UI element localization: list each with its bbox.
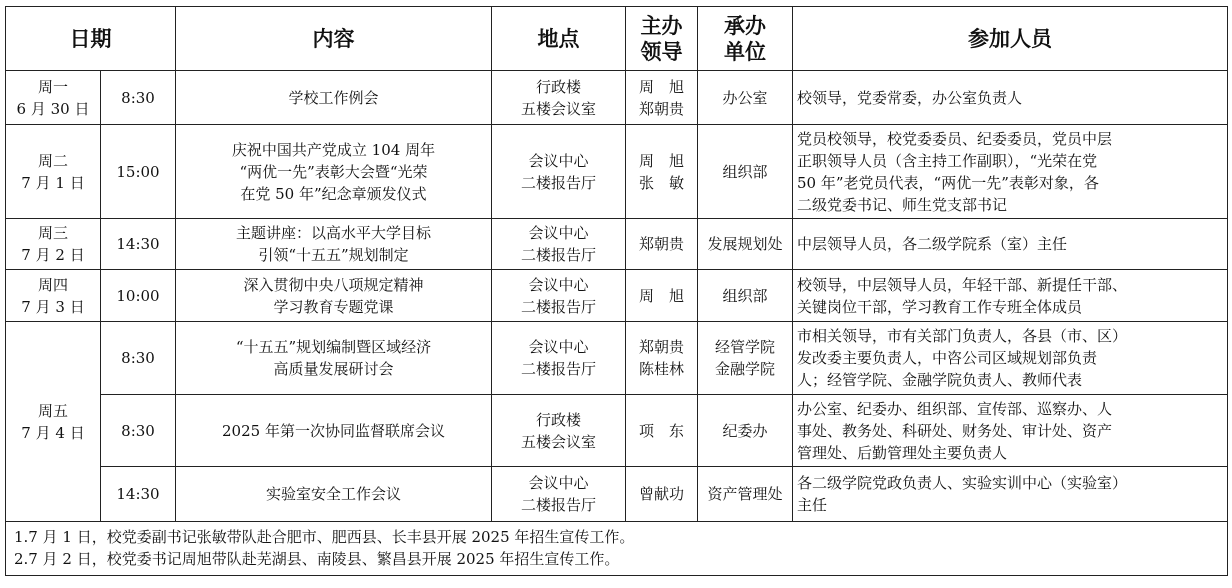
content-line: 学习教育专题党课 bbox=[273, 297, 394, 316]
leader-line: 陈桂林 bbox=[638, 360, 684, 378]
header-leader-line2: 领导 bbox=[640, 38, 683, 64]
time-label: 14:30 bbox=[116, 485, 160, 503]
header-content: 内容 bbox=[176, 7, 492, 71]
time-label: 14:30 bbox=[116, 235, 160, 253]
table-row bbox=[6, 270, 1228, 322]
location-line: 会议中心 bbox=[528, 224, 589, 242]
attendees-line: 事处、教务处、科研处、财务处、审计处、资产 bbox=[797, 421, 1113, 440]
header-leader-line1: 主办 bbox=[640, 12, 683, 38]
leader-cell bbox=[626, 219, 698, 270]
attendees-line: 人；经管学院、金融学院负责人、教师代表 bbox=[797, 371, 1083, 389]
date-label: 7 月 1 日 bbox=[21, 173, 85, 192]
location-line: 二楼报告厅 bbox=[520, 360, 596, 378]
unit-cell bbox=[698, 125, 793, 219]
location-cell bbox=[492, 467, 626, 522]
leader-line: 周 旭 bbox=[638, 286, 684, 305]
leader-line: 周 旭 bbox=[638, 151, 684, 170]
time-cell bbox=[101, 395, 176, 467]
location-cell bbox=[492, 219, 626, 270]
time-cell bbox=[101, 270, 176, 322]
unit-cell bbox=[698, 322, 793, 395]
table-row bbox=[6, 395, 1228, 467]
unit-cell bbox=[698, 71, 793, 125]
table-row bbox=[6, 467, 1228, 522]
weekday-label: 周四 bbox=[37, 275, 68, 294]
content-line: 高质量发展研讨会 bbox=[273, 360, 394, 378]
content-cell bbox=[176, 467, 492, 522]
date-label: 7 月 3 日 bbox=[21, 297, 85, 316]
location-line: 二楼报告厅 bbox=[520, 246, 596, 264]
schedule-table bbox=[5, 6, 1228, 576]
header-row bbox=[6, 7, 1228, 71]
content-line: “十五五”规划编制暨区域经济 bbox=[235, 338, 432, 356]
content-line: 2025 年第一次协同监督联席会议 bbox=[222, 421, 445, 440]
location-line: 会议中心 bbox=[528, 151, 589, 170]
attendees-line: 各二级学院党政负责人、实验实训中心（实验室） bbox=[797, 474, 1128, 492]
location-line: 会议中心 bbox=[528, 338, 589, 356]
table-row bbox=[6, 322, 1228, 395]
time-label: 10:00 bbox=[116, 286, 160, 305]
attendees-line: 中层领导人员，各二级学院系（室）主任 bbox=[797, 235, 1068, 253]
header-date: 日期 bbox=[6, 7, 176, 71]
attendees-line: 发改委主要负责人，中咨公司区域规划部负责 bbox=[797, 349, 1098, 367]
leader-line: 郑朝贵 bbox=[638, 235, 684, 253]
leader-cell bbox=[626, 71, 698, 125]
header-unit-line1: 承办 bbox=[724, 12, 766, 38]
unit-line: 金融学院 bbox=[714, 360, 775, 378]
time-cell bbox=[101, 71, 176, 125]
day-cell bbox=[6, 125, 101, 219]
location-line: 五楼会议室 bbox=[520, 432, 596, 451]
location-cell bbox=[492, 71, 626, 125]
time-label: 15:00 bbox=[116, 162, 160, 181]
location-cell bbox=[492, 395, 626, 467]
weekday-label: 周一 bbox=[37, 77, 68, 96]
time-cell bbox=[101, 219, 176, 270]
content-cell bbox=[176, 322, 492, 395]
attendees-cell bbox=[793, 322, 1228, 395]
table-row bbox=[6, 71, 1228, 125]
attendees-cell bbox=[793, 270, 1228, 322]
attendees-cell bbox=[793, 395, 1228, 467]
location-line: 五楼会议室 bbox=[520, 99, 596, 118]
leader-line: 张 敏 bbox=[638, 173, 684, 192]
unit-line: 资产管理处 bbox=[707, 485, 783, 503]
weekday-label: 周二 bbox=[37, 151, 68, 170]
time-cell bbox=[101, 322, 176, 395]
location-line: 会议中心 bbox=[528, 275, 589, 294]
leader-cell bbox=[626, 270, 698, 322]
attendees-cell bbox=[793, 125, 1228, 219]
content-cell bbox=[176, 71, 492, 125]
location-cell bbox=[492, 322, 626, 395]
attendees-line: 关键岗位干部，学习教育工作专班全体成员 bbox=[797, 297, 1083, 316]
unit-line: 发展规划处 bbox=[707, 235, 783, 253]
attendees-line: 校领导，党委常委，办公室负责人 bbox=[797, 88, 1023, 107]
content-line: 引领“十五五”规划制定 bbox=[258, 246, 409, 264]
attendees-line: 办公室、纪委办、组织部、宣传部、巡察办、人 bbox=[797, 399, 1113, 418]
leader-cell bbox=[626, 467, 698, 522]
leader-line: 周 旭 bbox=[638, 77, 684, 96]
content-line: 庆祝中国共产党成立 104 周年 bbox=[231, 140, 436, 159]
weekday-label: 周三 bbox=[37, 224, 68, 242]
content-line: 在党 50 年”纪念章颁发仪式 bbox=[240, 184, 427, 203]
leader-cell bbox=[626, 395, 698, 467]
unit-cell bbox=[698, 219, 793, 270]
table-row bbox=[6, 125, 1228, 219]
attendees-line: 二级党委书记、师生党支部书记 bbox=[797, 195, 1008, 214]
content-line: 实验室安全工作会议 bbox=[265, 485, 401, 503]
leader-cell bbox=[626, 125, 698, 219]
attendees-line: 主任 bbox=[797, 496, 828, 514]
attendees-cell bbox=[793, 467, 1228, 522]
content-cell bbox=[176, 270, 492, 322]
location-line: 行政楼 bbox=[535, 410, 581, 429]
header-leader bbox=[626, 7, 698, 71]
leader-cell bbox=[626, 322, 698, 395]
time-label: 8:30 bbox=[121, 421, 155, 440]
content-line: 主题讲座：以高水平大学目标 bbox=[235, 224, 431, 242]
header-location: 地点 bbox=[492, 7, 626, 71]
attendees-line: 50 年”老党员代表，“两优一先”表彰对象，各 bbox=[797, 173, 1099, 192]
location-cell bbox=[492, 125, 626, 219]
attendees-line: 市相关领导，市有关部门负责人，各县（市、区） bbox=[797, 327, 1128, 345]
day-cell bbox=[6, 270, 101, 322]
time-label: 8:30 bbox=[121, 88, 155, 107]
notes-row bbox=[6, 522, 1228, 576]
date-label: 6 月 30 日 bbox=[16, 99, 90, 118]
unit-cell bbox=[698, 395, 793, 467]
location-line: 二楼报告厅 bbox=[520, 496, 596, 514]
content-cell bbox=[176, 219, 492, 270]
header-unit-line2: 单位 bbox=[724, 38, 766, 64]
unit-cell bbox=[698, 467, 793, 522]
date-label: 7 月 2 日 bbox=[21, 246, 85, 264]
content-line: “两优一先”表彰大会暨“光荣 bbox=[239, 162, 428, 181]
location-line: 二楼报告厅 bbox=[520, 173, 596, 192]
unit-line: 组织部 bbox=[722, 162, 768, 181]
unit-line: 办公室 bbox=[722, 88, 768, 107]
weekday-label: 周五 bbox=[37, 401, 68, 420]
location-line: 会议中心 bbox=[528, 474, 589, 492]
leader-line: 郑朝贵 bbox=[638, 338, 684, 356]
time-cell bbox=[101, 125, 176, 219]
location-cell bbox=[492, 270, 626, 322]
unit-line: 纪委办 bbox=[722, 421, 768, 440]
location-line: 行政楼 bbox=[535, 77, 581, 96]
attendees-cell bbox=[793, 219, 1228, 270]
day-cell bbox=[6, 219, 101, 270]
attendees-line: 管理处、后勤管理处主要负责人 bbox=[797, 443, 1008, 462]
attendees-line: 校领导，中层领导人员，年轻干部、新提任干部、 bbox=[797, 275, 1128, 294]
leader-line: 曾献功 bbox=[638, 485, 684, 503]
leader-line: 郑朝贵 bbox=[638, 99, 684, 118]
content-cell bbox=[176, 395, 492, 467]
unit-cell bbox=[698, 270, 793, 322]
time-label: 8:30 bbox=[121, 349, 155, 367]
content-line: 学校工作例会 bbox=[288, 88, 379, 107]
notes-cell bbox=[6, 522, 1228, 576]
leader-line: 项 东 bbox=[638, 421, 684, 440]
attendees-cell bbox=[793, 71, 1228, 125]
location-line: 二楼报告厅 bbox=[520, 297, 596, 316]
day-cell bbox=[6, 322, 101, 522]
header-unit bbox=[698, 7, 793, 71]
unit-line: 组织部 bbox=[722, 286, 768, 305]
header-attendees: 参加人员 bbox=[793, 7, 1228, 71]
content-line: 深入贯彻中央八项规定精神 bbox=[243, 275, 424, 294]
attendees-line: 正职领导人员（含主持工作副职），“光荣在党 bbox=[797, 151, 1098, 170]
time-cell bbox=[101, 467, 176, 522]
note-2: 2.7 月 2 日，校党委书记周旭带队赴芜湖县、南陵县、繁昌县开展 2025 年招生宣传工作。 bbox=[14, 550, 620, 568]
content-cell bbox=[176, 125, 492, 219]
note-1: 1.7 月 1 日，校党委副书记张敏带队赴合肥市、肥西县、长丰县开展 2025 年招生宣传工作。 bbox=[14, 528, 635, 546]
attendees-line: 党员校领导，校党委委员、纪委委员，党员中层 bbox=[797, 129, 1113, 148]
day-cell bbox=[6, 71, 101, 125]
date-label: 7 月 4 日 bbox=[21, 423, 85, 442]
table-row bbox=[6, 219, 1228, 270]
unit-line: 经管学院 bbox=[714, 338, 775, 356]
